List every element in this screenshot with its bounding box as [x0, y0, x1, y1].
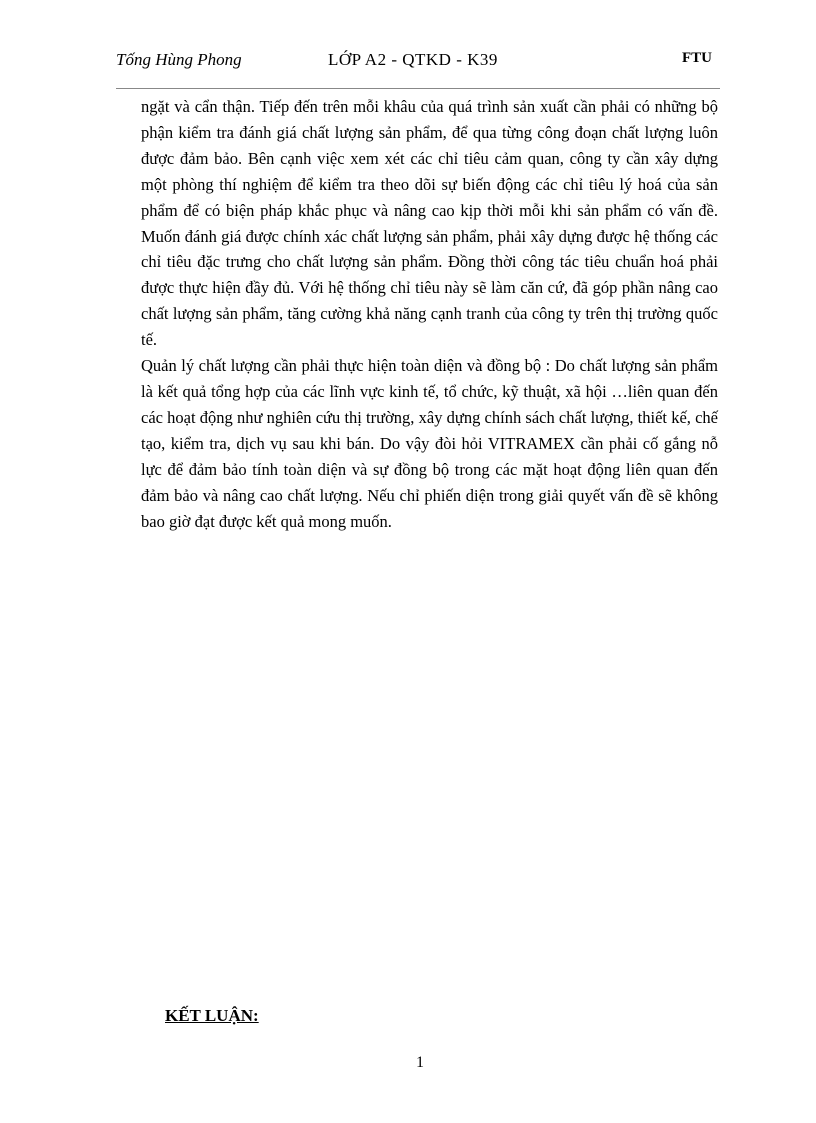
paragraph-comprehensive-management: Quản lý chất lượng cần phải thực hiện toàn diện và đồng bộ : Do chất lượng sản phẩm là kết quả tổng hợp của các lĩnh vực kinh tế, tổ chức, kỹ thuật, xã hội …liên quan đến các hoạt động như nghiên cứu thị trường, xây dựng chính sách chất lượng, thiết kế, chế tạo, kiểm tra, dịch vụ sau khi bán. Do vậy đòi hỏi VITRAMEX cần phải cố gắng nỗ lực để đảm bảo tính toàn diện và sự đồng bộ trong các mặt hoạt động liên quan đến đảm bảo và nâng cao chất lượng. Nếu chỉ phiến diện trong giải quyết vấn đề sẽ không bao giờ đạt được kết quả mong muốn.	[141, 356, 718, 531]
page-number: 1	[416, 1054, 424, 1071]
header-author: Tống Hùng Phong	[116, 50, 242, 69]
header-class-code: LỚP A2 - QTKD - K39	[328, 50, 498, 69]
conclusion-heading: KẾT LUẬN:	[165, 1006, 259, 1025]
paragraph-quality-control: ngặt và cẩn thận. Tiếp đến trên mỗi khâu của quá trình sản xuất cần phải có những bộ phận kiểm tra đánh giá chất lượng sản phẩm, để qua từng công đoạn chất lượng luôn được đảm bảo. Bên cạnh việc xem xét các chỉ tiêu cảm quan, công ty cần xây dựng một phòng thí nghiệm để kiểm tra theo dõi sự biến động các chỉ tiêu lý hoá của sản phẩm để có biện pháp khắc phục và nâng cao kịp thời mỗi khi sản phẩm có vấn đề. Muốn đánh giá được chính xác chất lượng sản phẩm, phải xây dựng được hệ thống các chỉ tiêu đặc trưng cho chất lượng sản phẩm. Đồng thời công tác tiêu chuẩn hoá phải được thực hiện đầy đủ. Với hệ thống chỉ tiêu này sẽ làm căn cứ, đã góp phần nâng cao chất lượng sản phẩm, tăng cường khả năng cạnh tranh của công ty trên thị trường quốc tế.	[141, 97, 718, 350]
header-school: FTU	[682, 50, 712, 66]
page-header	[116, 48, 718, 74]
header-divider	[116, 88, 720, 89]
body-text	[141, 94, 718, 534]
